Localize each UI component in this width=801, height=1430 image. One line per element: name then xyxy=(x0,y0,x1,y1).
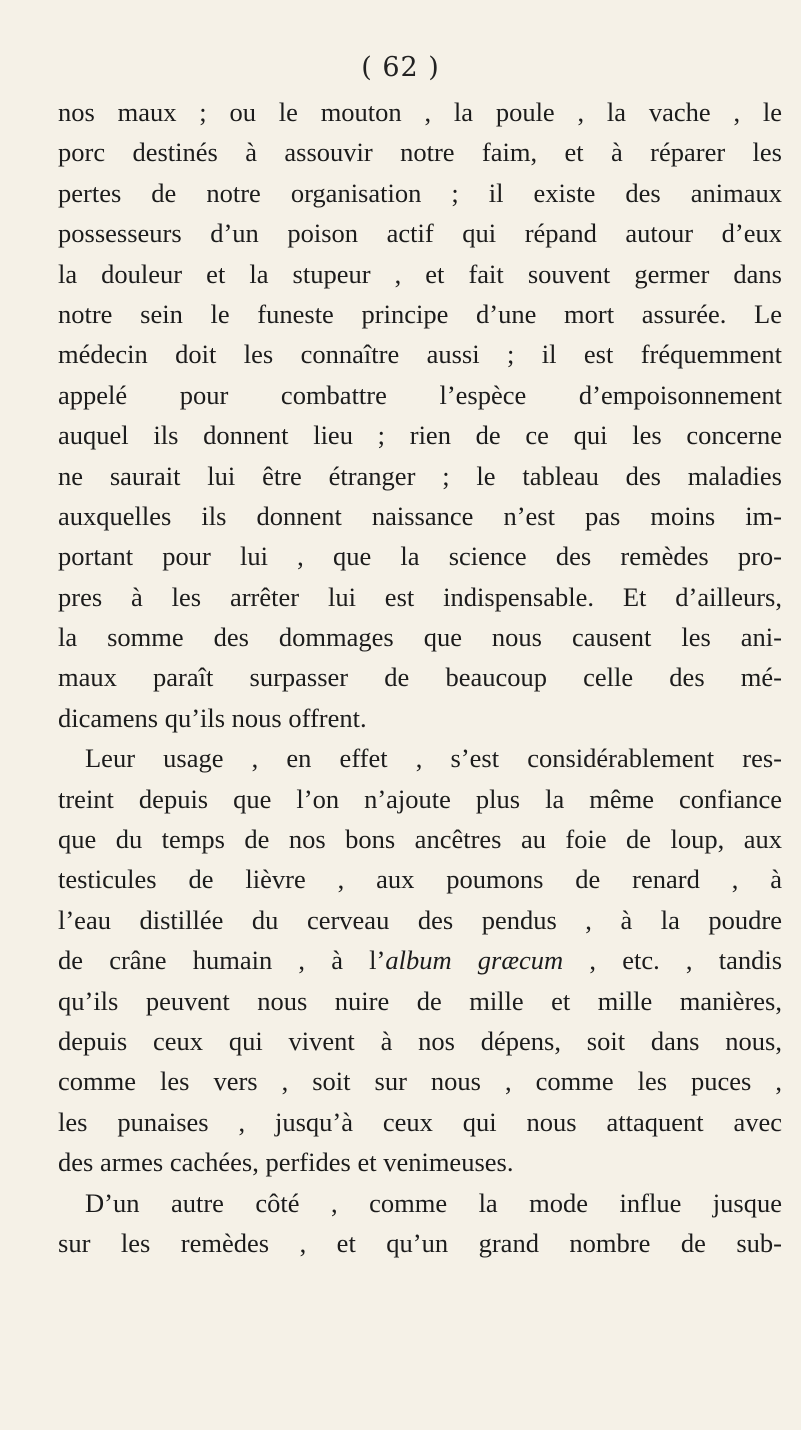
text-line: nos maux ; ou le mouton , la poule , la vache , le xyxy=(58,97,782,127)
text-line-after: , etc. , tandis xyxy=(563,945,783,976)
text-line: médecin doit les connaître aussi ; il est fréquemment xyxy=(58,339,782,370)
text-line: ne saurait lui être étranger ; le tableau des maladies xyxy=(58,460,782,491)
text-line: les punaises , jusqu’à ceux qui nous attaquent avec xyxy=(58,1106,782,1137)
text-line: pertes de notre organisation ; il existe des animaux xyxy=(58,177,782,208)
text-line-before: de crâne humain , à l’ xyxy=(58,945,386,976)
text-line: Leur usage , en effet , s’est considérablement res- xyxy=(85,743,782,774)
text-line: depuis ceux qui vivent à nos dépens, soit dans nous, xyxy=(58,1025,782,1056)
text-line: sur les remèdes , et qu’un grand nombre de sub- xyxy=(58,1227,782,1258)
text-line: l’eau distillée du cerveau des pendus , à la poudre xyxy=(58,904,782,935)
text-line: notre sein le funeste principe d’une mort assurée. Le xyxy=(58,298,782,329)
text-line: comme les vers , soit sur nous , comme les puces , xyxy=(58,1066,782,1097)
text-line: portant pour lui , que la science des remèdes pro- xyxy=(58,541,782,572)
text-line: auxquelles ils donnent naissance n’est pas moins im- xyxy=(58,500,782,531)
text-line: auquel ils donnent lieu ; rien de ce qui les concerne xyxy=(58,420,782,451)
text-line: la douleur et la stupeur , et fait souvent germer dans xyxy=(58,258,782,289)
text-line: que du temps de nos bons ancêtres au foie de loup, aux xyxy=(58,824,782,855)
text-line: treint depuis que l’on n’ajoute plus la même confiance xyxy=(58,783,782,814)
text-line: appelé pour combattre l’espèce d’empoisonnement xyxy=(58,379,782,410)
text-line: possesseurs d’un poison actif qui répand autour d’eux xyxy=(58,218,782,249)
text-line: porc destinés à assouvir notre faim, et à réparer les xyxy=(58,137,782,168)
text-line: testicules de lièvre , aux poumons de renard , à xyxy=(58,864,782,895)
text-line: qu’ils peuvent nous nuire de mille et mille manières, xyxy=(58,985,782,1016)
text-line: D’un autre côté , comme la mode influe jusque xyxy=(85,1187,782,1218)
text-line: dicamens qu’ils nous offrent. xyxy=(58,702,367,733)
text-line: des armes cachées, perfides et venimeuses. xyxy=(58,1147,514,1178)
text-line: pres à les arrêter lui est indispensable. Et d’ailleurs, xyxy=(58,581,782,612)
text-line xyxy=(58,940,782,980)
body-text xyxy=(58,92,782,1263)
italic-term: album græcum xyxy=(385,945,564,976)
text-line: maux paraît surpasser de beaucoup celle des mé- xyxy=(58,662,782,693)
page-number: ( 62 ) xyxy=(361,52,440,83)
text-line: la somme des dommages que nous causent les ani- xyxy=(58,622,782,653)
